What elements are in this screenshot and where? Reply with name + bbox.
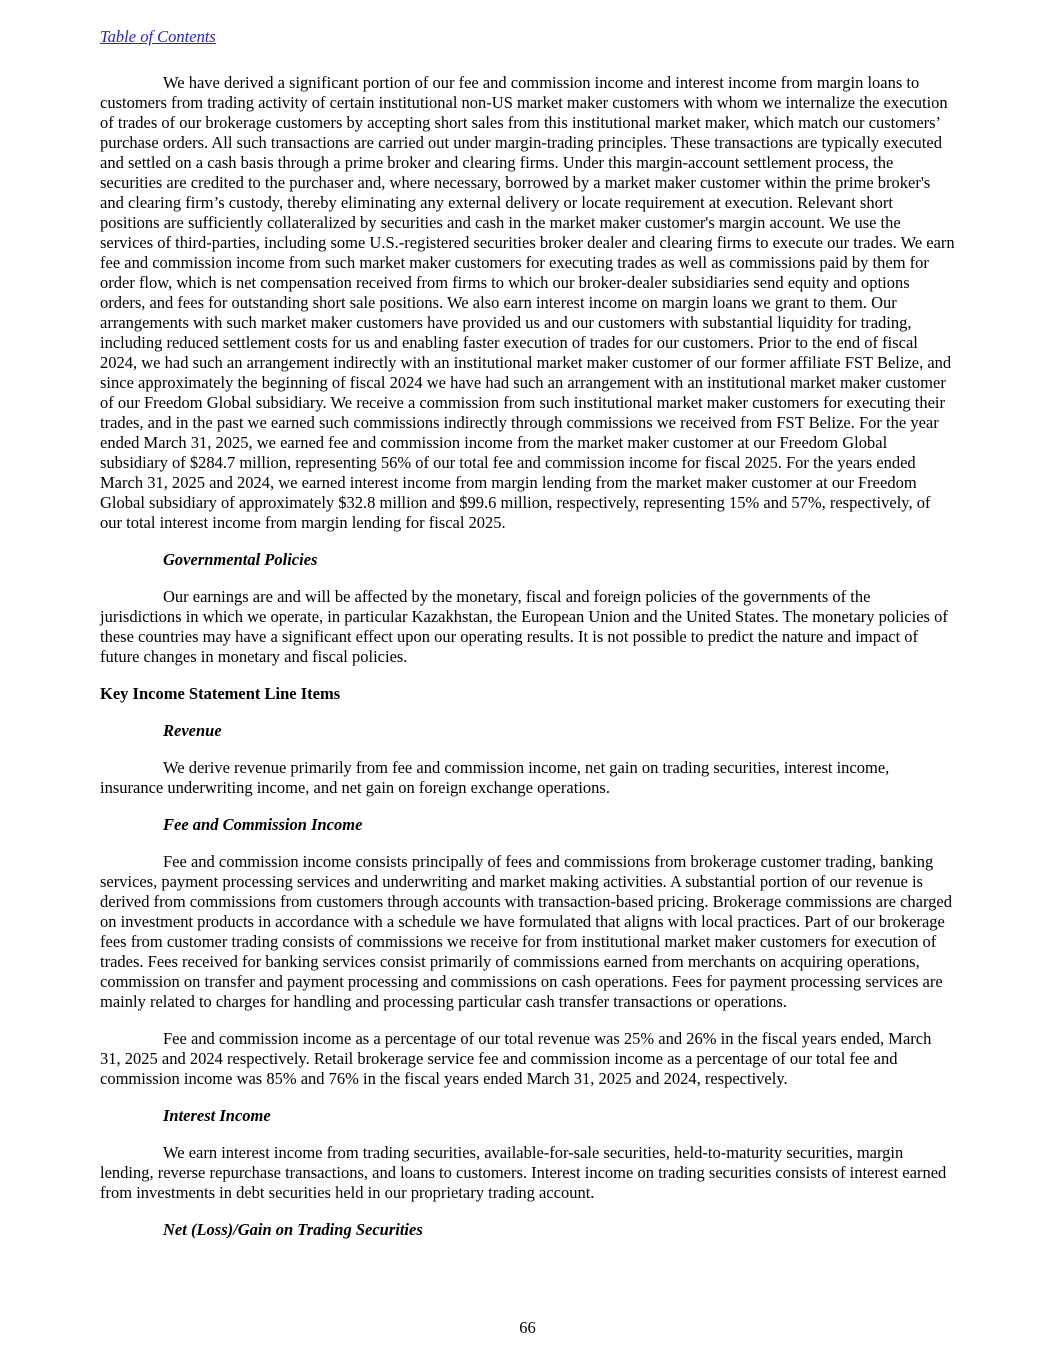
paragraph-margin-loans-income: We have derived a significant portion of our fee and commission income and interest income from margin loans to customers from trading activity of certain institutional non-US market maker customers with whom we internalize the execution of trades of our brokerage customers by accepting short sales from this institutional market maker, which match our customers’ purchase orders. All such transactions are carried out under margin-trading principles. These transactions are typically executed and settled on a cash basis through a prime broker and clearing firms. Under this margin-account settlement process, the securities are credited to the purchaser and, where necessary, borrowed by a market maker customer within the prime broker's and clearing firm’s custody, thereby eliminating any external delivery or locate requirement at execution. Relevant short positions are sufficiently collateralized by securities and cash in the market maker customer's margin account. We use the services of third-parties, including some U.S.-registered securities broker dealer and clearing firms to execute our trades. We earn fee and commission income from such market maker customers for executing trades as well as commissions paid by them for order flow, which is net compensation received from firms to which our broker-dealer subsidiaries send equity and options orders, and fees for outstanding short sale positions. We also earn interest income on margin loans we grant to them. Our arrangements with such market maker customers have provided us and our customers with substantial liquidity for trading, including reduced settlement costs for us and enabling faster execution of trades for our customers. Prior to the end of fiscal 2024, we had such an arrangement indirectly with an institutional market maker customer of our former affiliate FST Belize, and since approximately the beginning of fiscal 2024 we have had such an arrangement with an institutional market maker customer of our Freedom Global subsidiary. We receive a commission from such institutional market maker customers for executing their trades, and in the past we earned such commissions indirectly through commissions we received from FST Belize. For the year ended March 31, 2025, we earned fee and commission income from the market maker customer at our Freedom Global subsidiary of $284.7 million, representing 56% of our total fee and commission income for fiscal 2025. For the years ended March 31, 2025 and 2024, we earned interest income from margin lending from the market maker customer at our Freedom Global subsidiary of approximately $32.8 million and $99.6 million, respectively, representing 15% and 57%, respectively, of our total interest income from margin lending for fiscal 2025. <box>100 73 955 532</box>
page-number: 66 <box>519 1318 536 1337</box>
paragraph-revenue: We derive revenue primarily from fee and commission income, net gain on trading securities, interest income, insurance underwriting income, and net gain on foreign exchange operations. <box>100 758 890 797</box>
paragraph-governmental-policies: Our earnings are and will be affected by the monetary, fiscal and foreign policies of the governments of the jurisdictions in which we operate, in particular Kazakhstan, the European Union and the United States. The monetary policies of these countries may have a significant effect upon our operating results. It is not possible to predict the nature and impact of future changes in monetary and fiscal policies. <box>100 587 948 666</box>
paragraph-interest-income: We earn interest income from trading securities, available-for-sale securities, held-to-maturity securities, margin lending, reverse repurchase transactions, and loans to customers. Interest income on trading securities consists of interest earned from investments in debt securities held in our proprietary trading account. <box>100 1143 947 1202</box>
heading-governmental-policies: Governmental Policies <box>163 550 318 569</box>
paragraph-fee-commission-description: Fee and commission income consists principally of fees and commissions from brokerage customer trading, banking services, payment processing services and underwriting and market making activities. A substantial portion of our revenue is derived from commissions from customers through accounts with transaction-based pricing. Brokerage commissions are charged on investment products in accordance with a schedule we have formulated that aligns with local practices. Part of our brokerage fees from customer trading consists of commissions we receive for from institutional market maker customers for execution of trades. Fees received for banking services consist primarily of commissions earned from merchants on acquiring operations, commission on transfer and payment processing and commissions on cash operations. Fees for payment processing services are mainly related to charges for handling and processing particular cash transfer transactions or operations. <box>100 852 952 1011</box>
heading-net-loss-gain-on-trading-securities: Net (Loss)/Gain on Trading Securities <box>163 1220 423 1239</box>
heading-fee-and-commission-income: Fee and Commission Income <box>163 815 363 834</box>
heading-key-income-statement-line-items: Key Income Statement Line Items <box>100 684 341 703</box>
heading-interest-income: Interest Income <box>163 1106 271 1125</box>
heading-revenue: Revenue <box>163 721 222 740</box>
toc-link-row <box>100 27 955 47</box>
paragraph-fee-commission-percentages: Fee and commission income as a percentage of our total revenue was 25% and 26% in the fiscal years ended, March 31, 2025 and 2024 respectively. Retail brokerage service fee and commission income as a percentage of our total fee and commission income was 85% and 76% in the fiscal years ended March 31, 2025 and 2024, respectively. <box>100 1029 932 1088</box>
table-of-contents-link[interactable]: Table of Contents <box>100 27 216 46</box>
